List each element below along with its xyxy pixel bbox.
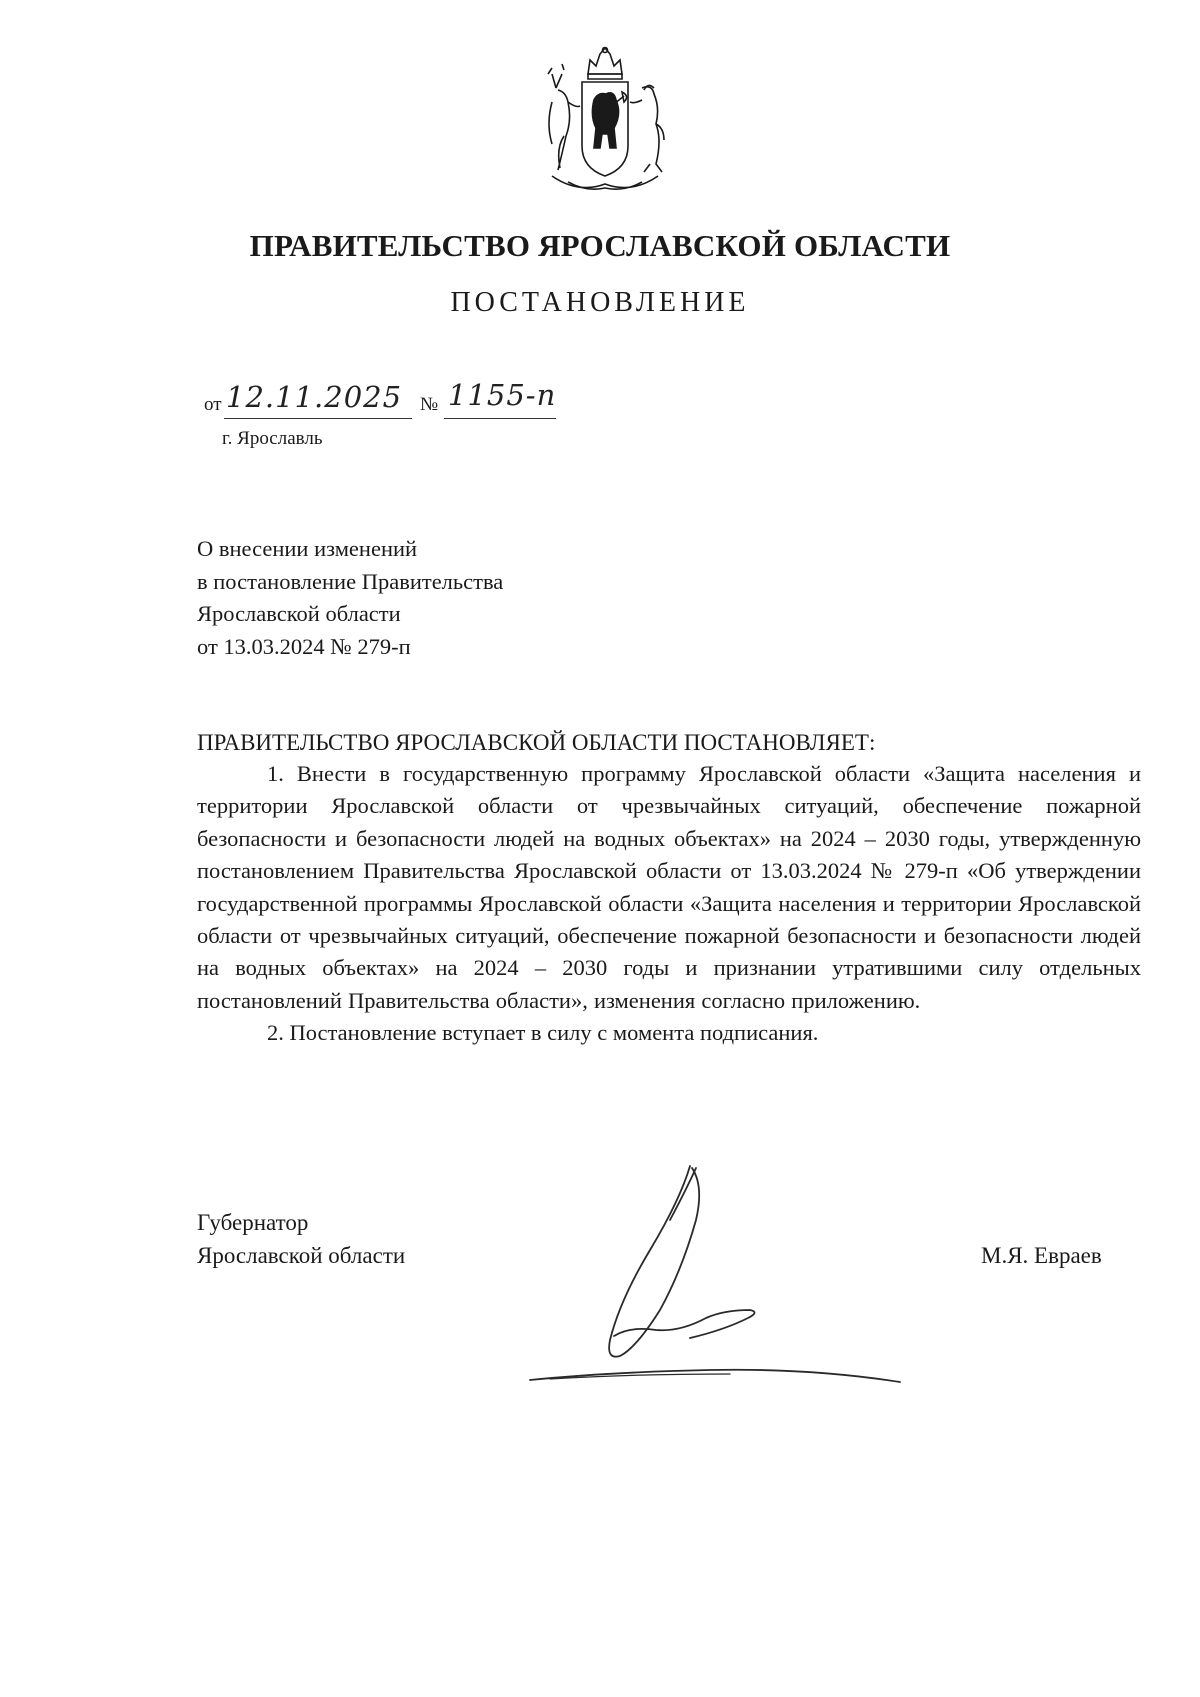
subject-block [197,533,503,663]
date-underline [224,418,412,419]
position-line: Губернатор [197,1210,309,1235]
preamble: ПРАВИТЕЛЬСТВО ЯРОСЛАВСКОЙ ОБЛАСТИ ПОСТАНОВЛЯЕТ: [197,730,876,755]
date-label: от [204,394,222,415]
position-line: Ярославской области [197,1243,406,1268]
organization-title: ПРАВИТЕЛЬСТВО ЯРОСЛАВСКОЙ ОБЛАСТИ [249,228,951,263]
subject-line: от 13.03.2024 № 279-п [197,633,411,659]
resolution-body [197,758,1141,1050]
item-1: 1. Внести в государственную программу Ярославской области «Защита населения и территории Ярославской области от чрезвычайных ситуаций, обеспечение пожарной безопасности и безопасности людей на водных объектах» на 2024 – 2030 годы, утвержденную постановлением Правительства Ярославской области от 13.03.2024 № 279-п «Об утверждении государственной программы Ярославской области «Защита населения и территории Ярославской области от чрезвычайных ситуаций, обеспечение пожарной безопасности и безопасности людей на водных объектах» на 2024 – 2030 годы и признании утратившими силу отдельных постановлений Правительства области», изменения согласно приложению. [197,761,1141,1013]
document-type: ПОСТАНОВЛЕНИЕ [450,287,750,318]
coat-of-arms-icon [538,44,672,194]
number-value: 1155-п [448,378,557,412]
number-label: № [420,394,439,415]
signatory-position [197,1206,405,1272]
subject-line: в постановление Правительства [197,568,504,594]
city-label: г. Ярославль [222,428,323,449]
item-2: 2. Постановление вступает в силу с момента подписания. [267,1020,819,1046]
handwritten-signature [510,1160,920,1390]
subject-line: Ярославской области [197,601,401,626]
number-underline [444,418,556,419]
subject-line: О внесении изменений [197,536,418,561]
date-value: 12.11.2025 [226,380,403,414]
signatory-name: М.Я. Евраев [981,1243,1102,1268]
registration-line [204,378,584,422]
